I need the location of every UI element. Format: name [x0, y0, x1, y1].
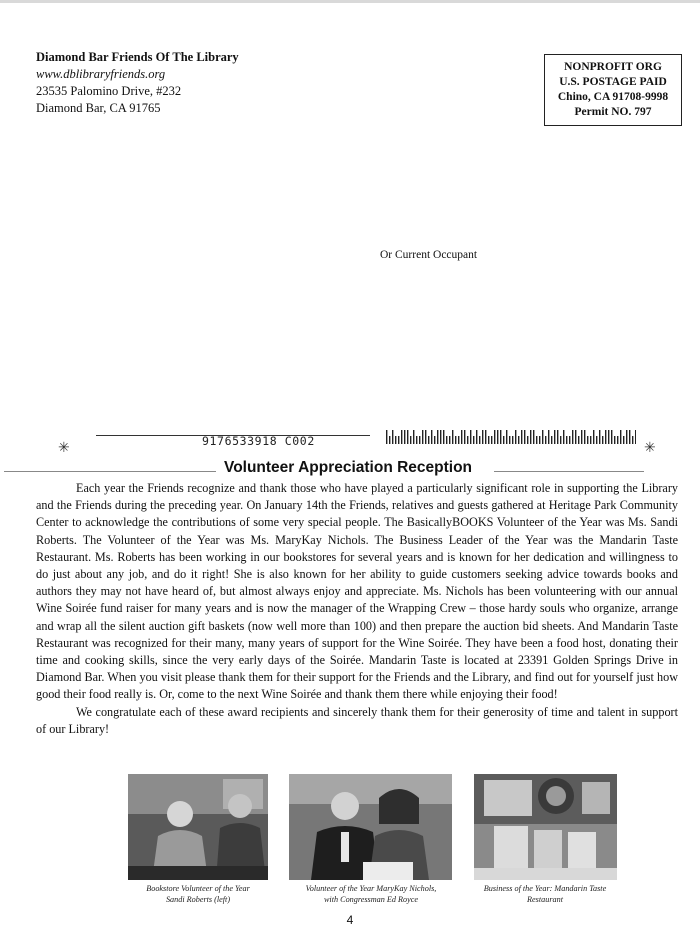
sender-organization: Diamond Bar Friends Of The Library [36, 50, 239, 64]
sender-city: Diamond Bar, CA 91765 [36, 101, 161, 115]
photo-mandarin-taste [474, 774, 617, 880]
article-title: Volunteer Appreciation Reception [224, 459, 473, 476]
photo-sandi-roberts [128, 774, 268, 880]
caption-line: Sandi Roberts (left) [165, 894, 231, 904]
postage-line-3: Chino, CA 91708-9998 [557, 91, 669, 103]
postage-line-1: NONPROFIT ORG [564, 61, 662, 73]
photo-caption [290, 884, 452, 905]
caption-line: Volunteer of the Year MaryKay Nichols, [305, 884, 437, 893]
mailing-barcode-strip [0, 426, 700, 462]
asterisk-icon: ✳ [644, 441, 656, 456]
mailing-code: 9176533918 C002 [202, 434, 315, 448]
title-rule-left [4, 471, 216, 472]
article-body [36, 480, 678, 738]
article-paragraph: Each year the Friends recognize and thank those who have played a particularly significant role in supporting the Library and the Friends during the preceding year. On January 14th the Friends, relatives and guests gathered at Heritage Park Community Center to acknowledge the contributions of some very special people. The BasicallyBOOKS Volunteer of the Year was Ms. Sandi Roberts. The Volunteer of the Year was Ms. MaryKay Nichols. The Business Leader of the Year was the Mandarin Taste Restaurant. Ms. Roberts has been working in our bookstores for several years and is known for her dedication and willingness to do just about any job, and do it right! She is also known for her ability to guide customers seeking advice towards books and authors they may not have heard of, but almost always enjoy and appreciate. Ms. Nichols has been volunteering with our annual Wine Soirée fund raiser for many years and is now the manager of the Wrapping Crew – those hardy souls who organize, arrange and wrap all the silent auction gift baskets (now well more than 100) and then prepare the auction bid sheets. And Mandarin Taste Restaurant was recognized for their many, many years of support for the Wine Soirée. They have been a food host, donating their time and cooking skills, since the very early days of the Soirée. Mandarin Taste is located at 23391 Golden Springs Drive in Diamond Bar. When you visit please thank them for their support for the Friends and the Library, and find out for yourself just how good their food really is. Or, come to the next Wine Soirée and thank them there while enjoying their food! [36, 481, 678, 702]
photo-row [0, 774, 700, 914]
asterisk-icon: ✳ [58, 441, 70, 456]
page-number: 4 [346, 913, 354, 927]
postage-indicia [544, 54, 682, 126]
photo-caption [118, 884, 278, 905]
title-rule-right [494, 471, 644, 472]
caption-line: Restaurant [527, 894, 563, 904]
postal-barcode [386, 430, 636, 444]
article-paragraph: We congratulate each of these award recipients and sincerely thank them for their generosity of time and talent in support of our Library! [36, 704, 678, 736]
postage-line-2: U.S. POSTAGE PAID [559, 76, 667, 88]
caption-line: with Congressman Ed Royce [323, 894, 419, 904]
caption-line: Bookstore Volunteer of the Year [146, 884, 250, 893]
article-title-row [0, 459, 700, 479]
sender-address-block [36, 49, 239, 117]
photo-caption [464, 884, 626, 905]
caption-line: Business of the Year: Mandarin Taste [483, 884, 607, 893]
photo-marykay-nichols [289, 774, 452, 880]
recipient-line: Or Current Occupant [380, 249, 478, 261]
postage-line-4: Permit NO. 797 [574, 106, 652, 118]
sender-website: www.dblibraryfriends.org [36, 67, 166, 81]
page-top-edge [0, 0, 700, 3]
sender-street: 23535 Palomino Drive, #232 [36, 84, 182, 98]
